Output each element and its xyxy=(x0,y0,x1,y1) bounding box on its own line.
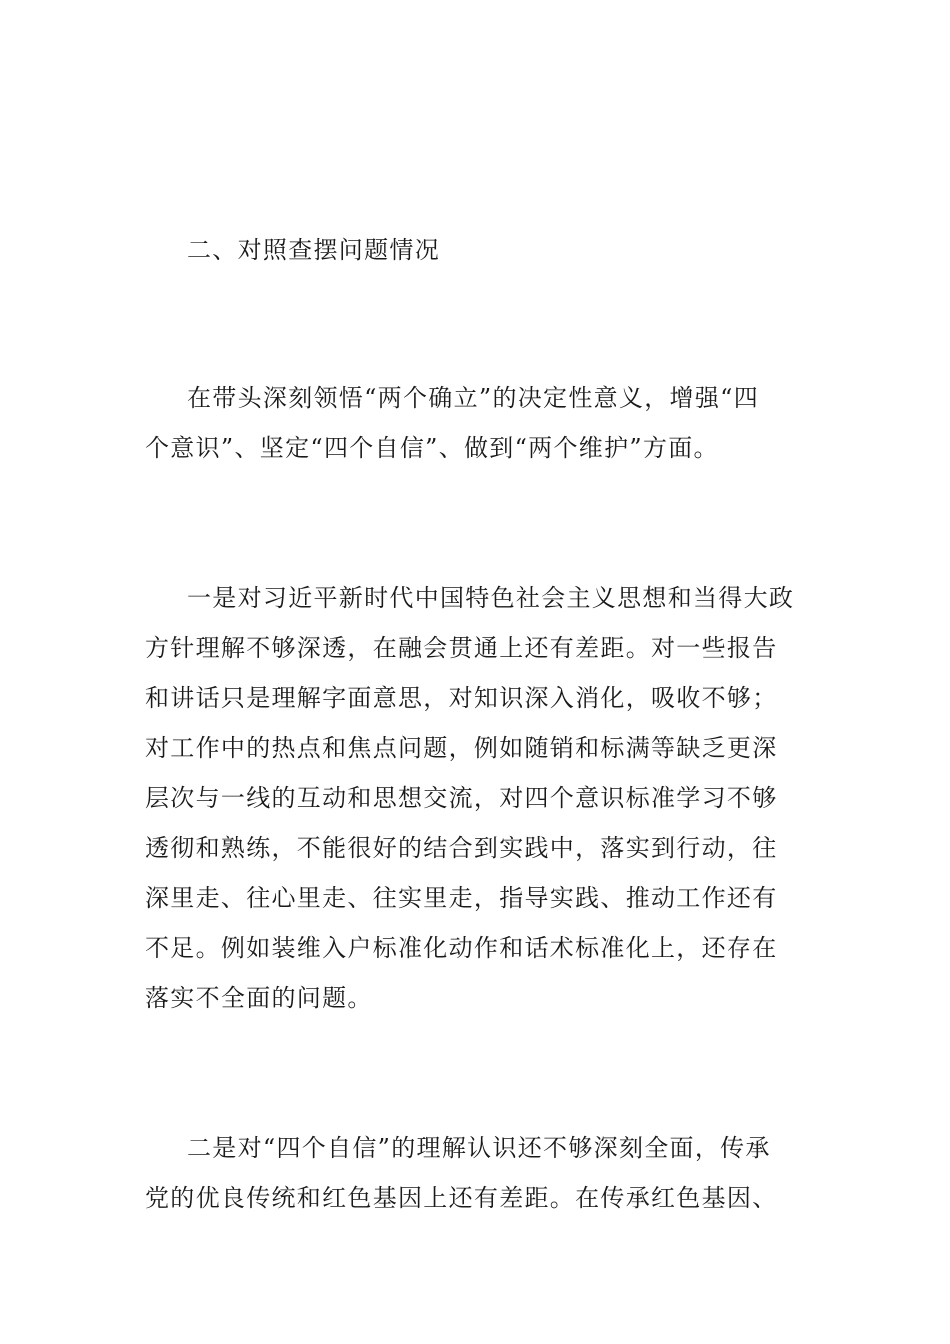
paragraph-2-line-6: 透彻和熟练，不能很好的结合到实践中，落实到行动，往 xyxy=(145,834,778,862)
paragraph-2-line-3: 和讲话只是理解字面意思，对知识深入消化，吸收不够； xyxy=(145,684,778,712)
paragraph-2-line-1: 一是对习近平新时代中国特色社会主义思想和当得大政 xyxy=(187,584,795,612)
section-heading: 二、对照查摆问题情况 xyxy=(187,236,440,264)
paragraph-1-line-2: 个意识”、坚定“四个自信”、做到“两个维护”方面。 xyxy=(145,434,719,462)
paragraph-2-line-2: 方针理解不够深透，在融会贯通上还有差距。对一些报告 xyxy=(145,634,778,662)
paragraph-3-line-1: 二是对“四个自信”的理解认识还不够深刻全面，传承 xyxy=(187,1134,771,1162)
paragraph-1-line-1: 在带头深刻领悟“两个确立”的决定性意义，增强“四 xyxy=(187,384,760,412)
paragraph-2-line-5: 层次与一线的互动和思想交流，对四个意识标准学习不够 xyxy=(145,784,778,812)
paragraph-2-line-4: 对工作中的热点和焦点问题，例如随销和标满等缺乏更深 xyxy=(145,734,778,762)
paragraph-2-line-9: 落实不全面的问题。 xyxy=(145,984,373,1012)
paragraph-3-line-2: 党的优良传统和红色基因上还有差距。在传承红色基因、 xyxy=(145,1184,778,1212)
paragraph-2-line-8: 不足。例如装维入户标准化动作和话术标准化上，还存在 xyxy=(145,934,778,962)
paragraph-2-line-7: 深里走、往心里走、往实里走，指导实践、推动工作还有 xyxy=(145,884,778,912)
